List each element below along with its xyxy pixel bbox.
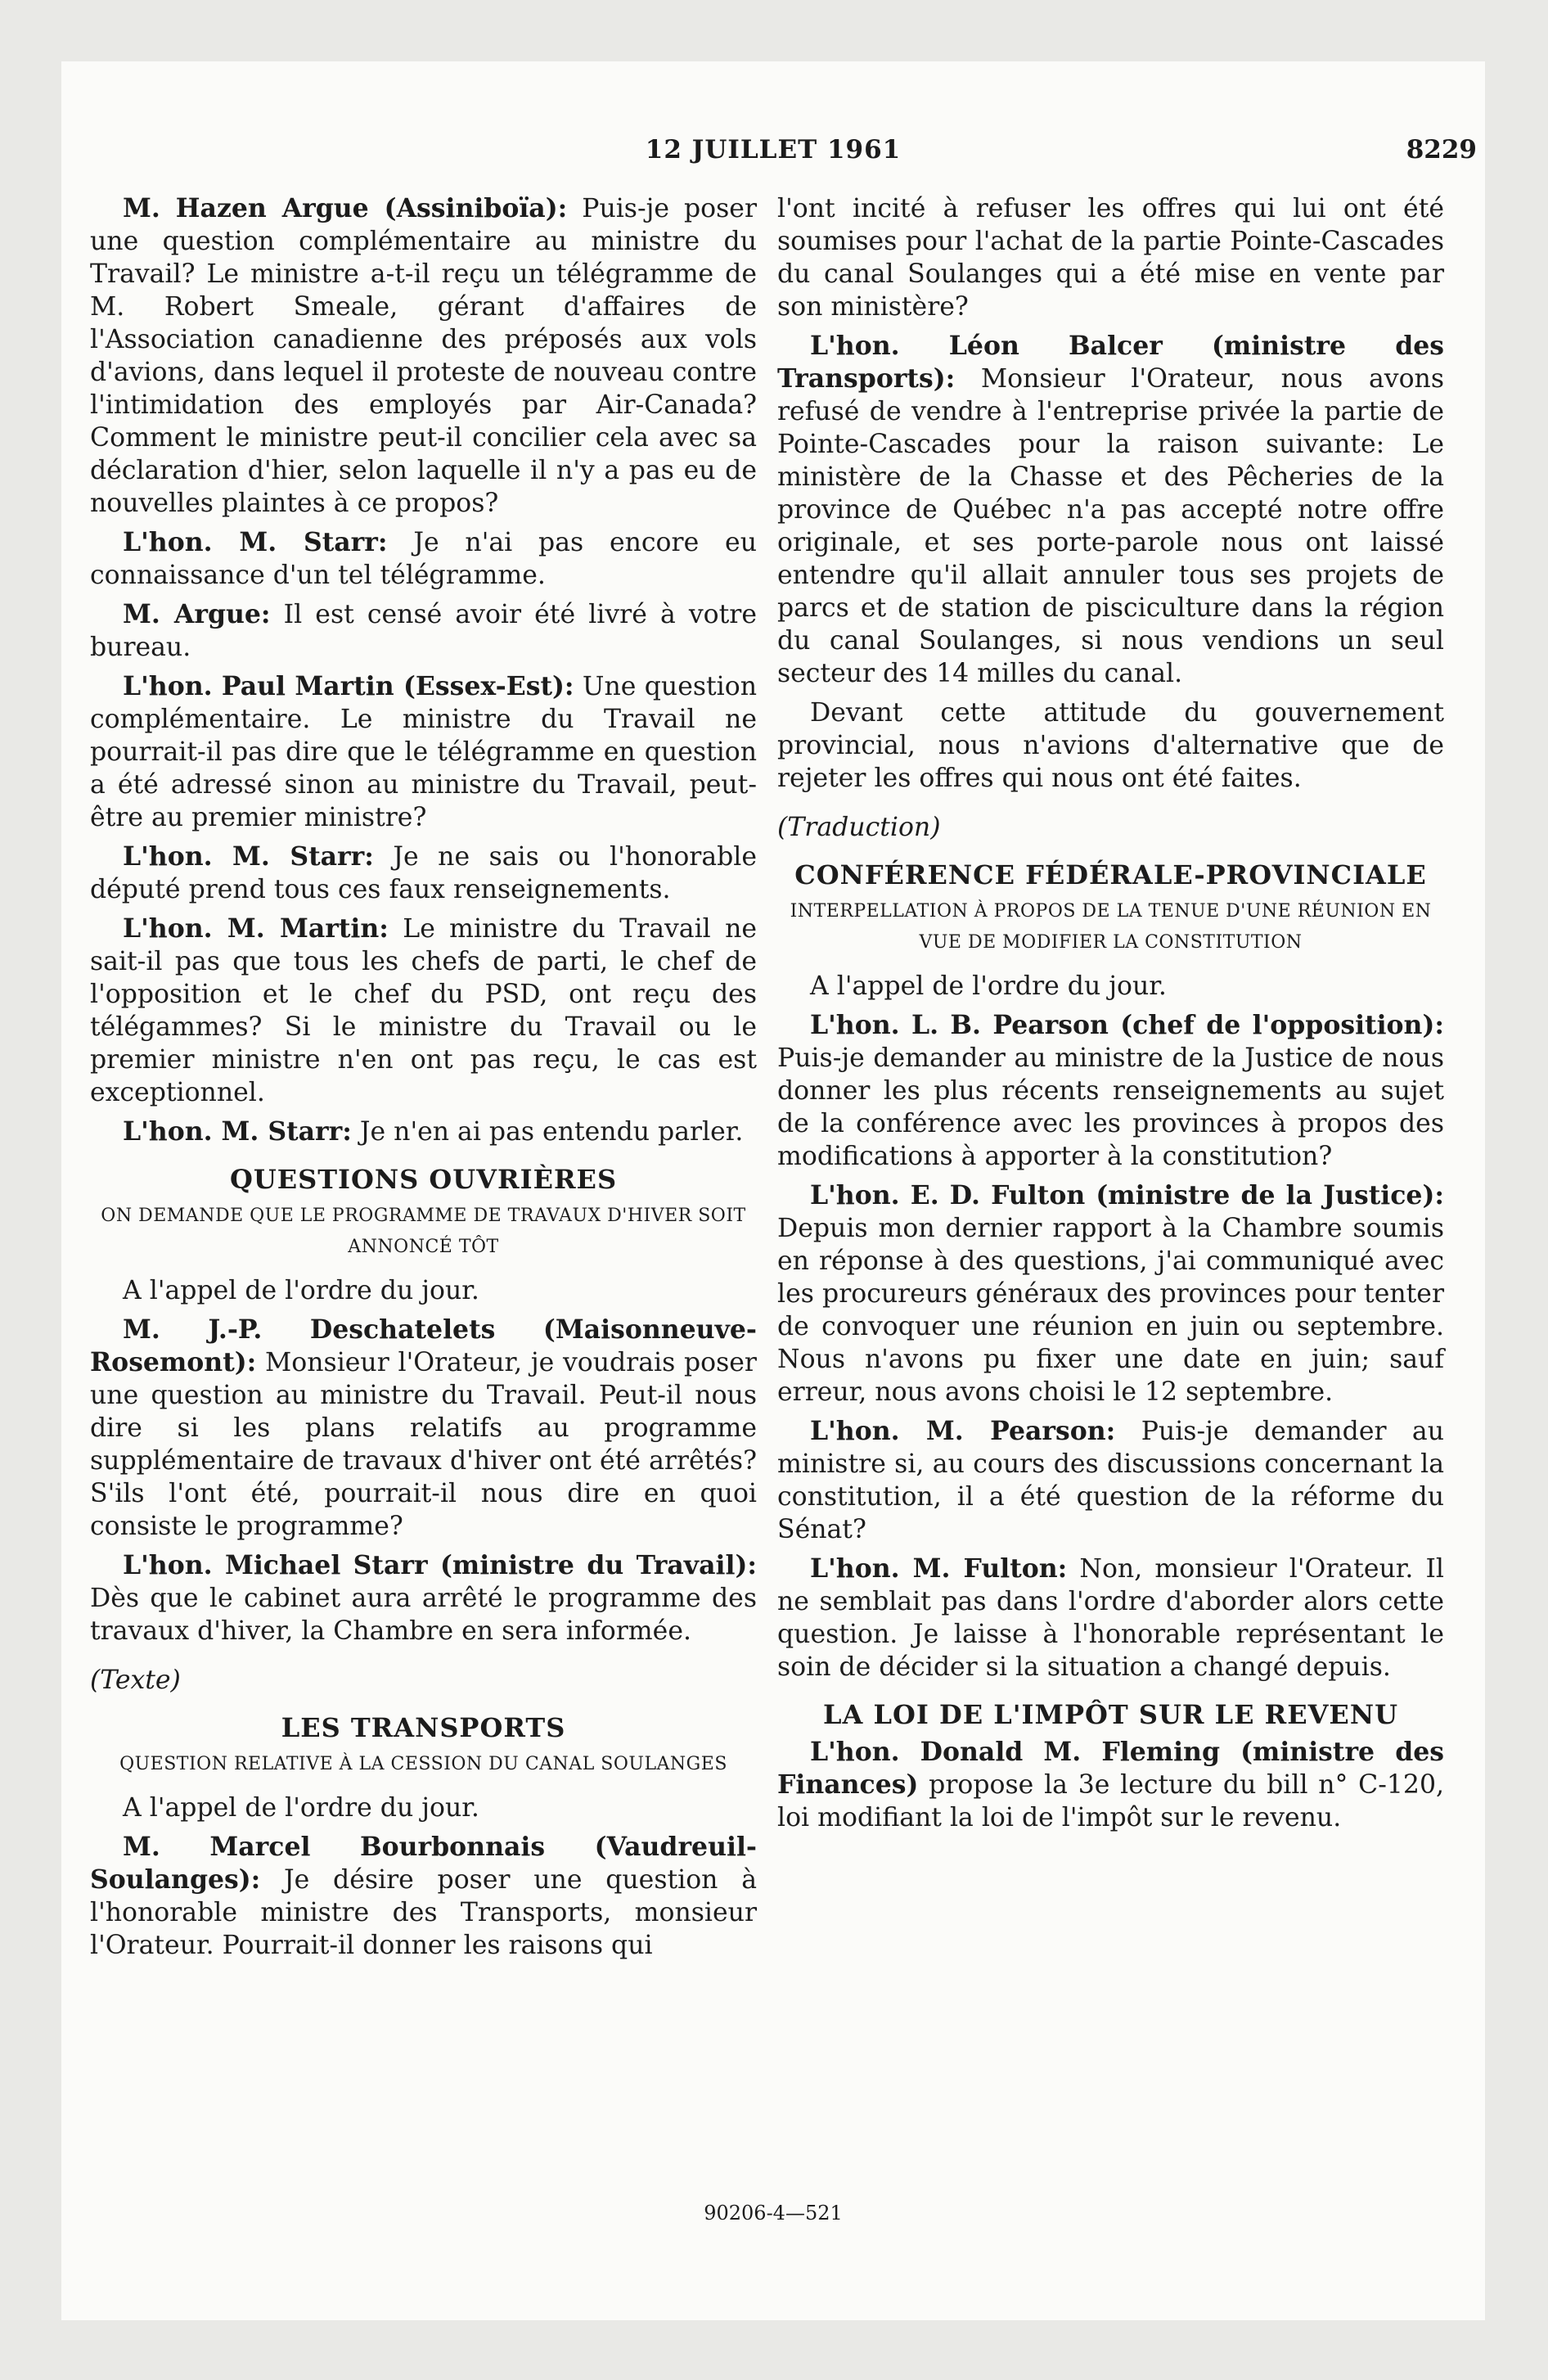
speech-text: Je n'en ai pas entendu parler.: [351, 1117, 744, 1147]
paragraph: [777, 1553, 1444, 1684]
paragraph: [90, 598, 757, 664]
paragraph: [90, 1831, 757, 1962]
section-title: LES TRANSPORTS: [281, 1712, 566, 1743]
paragraph: A l'appel de l'ordre du jour.: [810, 971, 1167, 1001]
speaker-name: L'hon. Michael Starr (ministre du Travail):: [123, 1550, 757, 1580]
speaker-name: L'hon. M. Fulton:: [810, 1553, 1068, 1584]
header-date: 12 JUILLET 1961: [645, 135, 902, 165]
speech-text: Je n'ai pas encore eu connaissance d'un tel télégramme.: [90, 528, 757, 590]
language-note: (Traduction): [777, 813, 941, 842]
speaker-name: L'hon. M. Pearson:: [810, 1416, 1116, 1446]
speech-text: Puis-je demander au ministre si, au cours des discussions concernant la constitution, il a été question de la réforme du Sénat?: [777, 1417, 1444, 1544]
paragraph: A l'appel de l'ordre du jour.: [123, 1276, 479, 1305]
paragraph: A l'appel de l'ordre du jour.: [123, 1793, 479, 1823]
running-header: [61, 135, 1485, 184]
speech-text: Je ne sais ou l'honorable député prend tous ces faux renseignements.: [90, 842, 758, 904]
paragraph: [777, 1415, 1444, 1546]
speaker-name: M. Argue:: [123, 599, 271, 629]
speaker-name: L'hon. M. Starr:: [123, 841, 374, 872]
speaker-name: M. Marcel Bourbonnais (Vaudreuil-Soulanges):: [90, 1832, 757, 1895]
paragraph: [90, 526, 757, 592]
paragraph: [90, 913, 757, 1109]
speaker-name: L'hon. Paul Martin (Essex-Est):: [123, 671, 574, 701]
speech-text: Le ministre du Travail ne sait-il pas que tous les chefs de parti, le chef de l'opposition et le chef du PSD, ont reçu des télégammes? Si le ministre du Travail ou le premier ministre n'en ont pas reçu, le cas est exceptionnel.: [90, 914, 757, 1107]
paragraph: [777, 1179, 1444, 1409]
paragraph: [90, 192, 757, 520]
speaker-name: L'hon. L. B. Pearson (chef de l'opposition):: [810, 1010, 1444, 1040]
paragraph: l'ont incité à refuser les offres qui lui ont été soumises pour l'achat de la partie Pointe-Cascades du canal Soulanges qui a été mise en vente par son ministère?: [777, 194, 1444, 322]
page-sheet: [61, 61, 1485, 2320]
speaker-name: M. Hazen Argue (Assiniboïa):: [123, 193, 568, 223]
section-subtitle: QUESTION RELATIVE À LA CESSION DU CANAL SOULANGES: [119, 1754, 727, 1774]
paragraph: [90, 841, 757, 906]
paragraph: Devant cette attitude du gouvernement provincial, nous n'avions d'alternative que de rejeter les offres qui nous ont été faites.: [777, 698, 1444, 793]
paragraph: [90, 1549, 757, 1648]
paragraph: [777, 1009, 1444, 1173]
speech-text: propose la 3e lecture du bill n° C-120, loi modifiant la loi de l'impôt sur le revenu.: [777, 1770, 1444, 1832]
speech-text: Non, monsieur l'Orateur. Il ne semblait pas dans l'ordre d'aborder alors cette question. Je laisse à l'honorable représentant le soin de décider si la situation a changé depuis.: [777, 1554, 1444, 1682]
speaker-name: L'hon. Donald M. Fleming (ministre des Finances): [777, 1737, 1444, 1800]
speech-text: Dès que le cabinet aura arrêté le programme des travaux d'hiver, la Chambre en sera informée.: [90, 1584, 757, 1646]
page-number: 8229: [1406, 135, 1477, 165]
printer-code: 90206-4—521: [704, 2202, 843, 2224]
speaker-name: M. J.-P. Deschatelets (Maisonneuve-Rosemont):: [90, 1314, 757, 1377]
speaker-name: L'hon. M. Starr:: [123, 1116, 352, 1147]
section-title: LA LOI DE L'IMPÔT SUR LE REVENU: [823, 1699, 1398, 1730]
speech-text: Je désire poser une question à l'honorable ministre des Transports, monsieur l'Orateur. Pourrait-il donner les raisons qui: [90, 1865, 757, 1960]
paragraph: [90, 1116, 757, 1148]
paragraph: [90, 670, 757, 834]
speech-text: Une question complémentaire. Le ministre du Travail ne pourrait-il pas dire que le télégramme en question a été adressé sinon au ministre du Travail, peut-être au premier ministre?: [90, 672, 758, 832]
paragraph: [777, 330, 1444, 690]
right-column: [777, 192, 1444, 1841]
section-subtitle: INTERPELLATION À PROPOS DE LA TENUE D'UNE RÉUNION EN VUE DE MODIFIER LA CONSTITUTION: [790, 901, 1432, 953]
speech-text: Puis-je demander au ministre de la Justice de nous donner les plus récents renseignements au sujet de la conférence avec les provinces à propos des modifications à apporter à la constitution?: [777, 1044, 1444, 1171]
speech-text: Monsieur l'Orateur, je voudrais poser une question au ministre du Travail. Peut-il nous dire si les plans relatifs au programme supplémentaire de travaux d'hiver ont été arrêtés? S'ils l'ont été, pourrait-il nous dire en quoi consiste le programme?: [90, 1348, 757, 1541]
paragraph: [90, 1314, 757, 1543]
speech-text: Depuis mon dernier rapport à la Chambre soumis en réponse à des questions, j'ai communiqué avec les procureurs généraux des provinces pour tenter de convoquer une réunion en juin ou septembre. Nous n'avons pu fixer une date en juin; sauf erreur, nous avons choisi le 12 septembre.: [777, 1214, 1444, 1407]
section-title: CONFÉRENCE FÉDÉRALE-PROVINCIALE: [794, 859, 1427, 890]
paragraph: [777, 1736, 1444, 1834]
speaker-name: L'hon. E. D. Fulton (ministre de la Justice):: [810, 1180, 1444, 1210]
speaker-name: L'hon. M. Martin:: [123, 913, 389, 944]
speaker-name: L'hon. M. Starr:: [123, 527, 388, 557]
section-title: QUESTIONS OUVRIÈRES: [229, 1164, 618, 1195]
speech-text: Il est censé avoir été livré à votre bureau.: [90, 600, 758, 662]
speech-text: Puis-je poser une question complémentaire au ministre du Travail? Le ministre a-t-il reçu un télégramme de M. Robert Smeale, gérant d'affaires de l'Association canadienne des préposés aux vols d'avions, dans lequel il proteste de nouveau contre l'intimidation des employés par Air-Canada? Comment le ministre peut-il concilier cela avec sa déclaration d'hier, selon laquelle il n'y a pas eu de nouvelles plaintes à ce propos?: [90, 194, 758, 518]
speech-text: Monsieur l'Orateur, nous avons refusé de vendre à l'entreprise privée la partie de Pointe-Cascades pour la raison suivante: Le ministère de la Chasse et des Pêcheries de la province de Québec n'a pas accepté notre offre originale, et ses porte-parole nous ont laissé entendre qu'il allait annuler tous ses projets de parcs et de station de pisciculture dans la région du canal Soulanges, si nous vendions un seul secteur des 14 milles du canal.: [777, 364, 1444, 688]
left-column: [90, 192, 757, 1968]
section-subtitle: ON DEMANDE QUE LE PROGRAMME DE TRAVAUX D'HIVER SOIT ANNONCÉ TÔT: [101, 1206, 746, 1257]
speaker-name: L'hon. Léon Balcer (ministre des Transports):: [777, 331, 1444, 394]
language-note: (Texte): [90, 1666, 181, 1695]
